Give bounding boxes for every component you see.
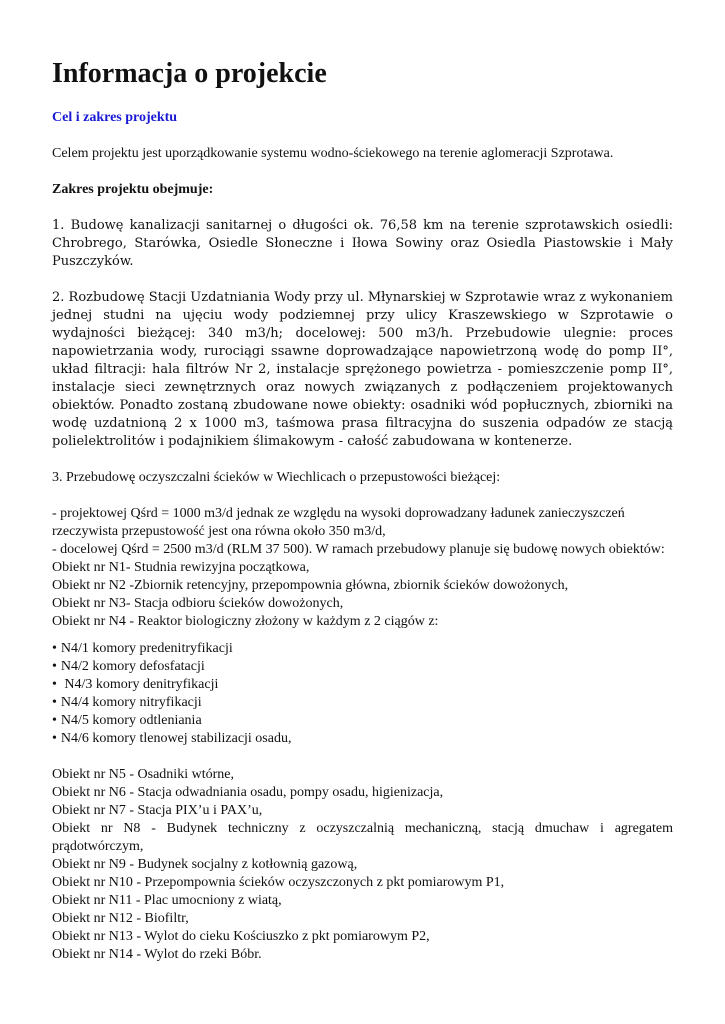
list-item: • N4/3 komory denitryfikacji bbox=[52, 676, 673, 694]
objects-block bbox=[52, 766, 673, 964]
list-item: • N4/2 komory defosfatacji bbox=[52, 658, 673, 676]
capacity-line: - projektowej Qśrd = 1000 m3/d jednak ze względu na wysoki doprowadzany ładunek zanieczyszczeń rzeczywista przepustowość jest ona równa około 350 m3/d, bbox=[52, 506, 625, 539]
object-line: Obiekt nr N2 -Zbiornik retencyjny, przepompownia główna, zbiornik ścieków dowożonych, bbox=[52, 578, 569, 593]
list-item: • N4/4 komory nitryfikacji bbox=[52, 694, 673, 712]
document-page bbox=[52, 54, 673, 964]
object-line: Obiekt nr N7 - Stacja PIX’u i PAX’u, bbox=[52, 803, 263, 818]
section-subtitle: Cel i zakres projektu bbox=[52, 110, 178, 125]
object-line: Obiekt nr N10 - Przepompownia ścieków oczyszczonych z pkt pomiarowym P1, bbox=[52, 875, 505, 890]
object-line: Obiekt nr N11 - Plac umocniony z wiatą, bbox=[52, 893, 282, 908]
scope-heading: Zakres projektu obejmuje: bbox=[52, 182, 214, 197]
object-line: Obiekt nr N13 - Wylot do cieku Kościuszko z pkt pomiarowym P2, bbox=[52, 929, 430, 944]
page-title: Informacja o projekcie bbox=[52, 58, 327, 89]
object-line: Obiekt nr N1- Studnia rewizyjna początkowa, bbox=[52, 560, 310, 575]
object-line: Obiekt nr N5 - Osadniki wtórne, bbox=[52, 767, 234, 782]
capacity-line: - docelowej Qśrd = 2500 m3/d (RLM 37 500). W ramach przebudowy planuje się budowę nowych obiektów: bbox=[52, 542, 665, 557]
intro-paragraph: Celem projektu jest uporządkowanie systemu wodno-ściekowego na terenie aglomeracji Szprotawa. bbox=[52, 146, 614, 161]
object-line: Obiekt nr N3- Stacja odbioru ścieków dowożonych, bbox=[52, 596, 344, 611]
object-line: Obiekt nr N8 - Budynek techniczny z oczyszczalnią mechaniczną, stacją dmuchaw i agregatem prądotwórczym, bbox=[52, 821, 673, 854]
list-item: • N4/5 komory odtleniania bbox=[52, 712, 673, 730]
object-line: Obiekt nr N12 - Biofiltr, bbox=[52, 911, 189, 926]
object-line: Obiekt nr N9 - Budynek socjalny z kotłownią gazową, bbox=[52, 857, 358, 872]
capacity-block bbox=[52, 505, 673, 631]
object-line: Obiekt nr N14 - Wylot do rzeki Bóbr. bbox=[52, 947, 262, 962]
scope-item-3: 3. Przebudowę oczyszczalni ścieków w Wiechlicach o przepustowości bieżącej: bbox=[52, 470, 501, 485]
reactor-list bbox=[52, 640, 673, 748]
scope-item-1: 1. Budowę kanalizacji sanitarnej o długości ok. 76,58 km na terenie szprotawskich osiedli: Chrobrego, Starówka, Osiedle Słoneczne i Iłowa Sowiny oraz Osiedla Piastowskie i Mały Puszczyków. bbox=[52, 218, 673, 269]
object-line: Obiekt nr N4 - Reaktor biologiczny złożony w każdym z 2 ciągów z: bbox=[52, 614, 439, 629]
list-item: • N4/1 komory predenitryfikacji bbox=[52, 640, 673, 658]
scope-item-2: 2. Rozbudowę Stacji Uzdatniania Wody przy ul. Młynarskiej w Szprotawie wraz z wykonaniem jednej studni na ujęciu wody podziemnej przy ulicy Kraszewskiego w Szprotawie o wydajności bieżącej: 340 m3/h; docelowej: 500 m3/h. Przebudowie ulegnie: proces napowietrzania wody, rurociągi ssawne doprowadzające napowietrzoną wodę do pomp II°, układ filtracji: hala filtrów Nr 2, instalacje sprężonego powietrza - pomieszczenie pomp II°, instalacje sieci zewnętrznych oraz nowych związanych z podłączeniem projektowanych obiektów. Ponadto zostaną zbudowane nowe obiekty: osadniki wód popłucznych, zbiorniki na wodę uzdatnioną 2 x 1000 m3, taśmowa prasa filtracyjna do suszenia odpadów ze stacją polielektrolitów i podajnikiem ślimakowym - całość zabudowana w kontenerze. bbox=[52, 290, 673, 449]
object-line: Obiekt nr N6 - Stacja odwadniania osadu, pompy osadu, higienizacja, bbox=[52, 785, 444, 800]
list-item: • N4/6 komory tlenowej stabilizacji osadu, bbox=[52, 730, 673, 748]
